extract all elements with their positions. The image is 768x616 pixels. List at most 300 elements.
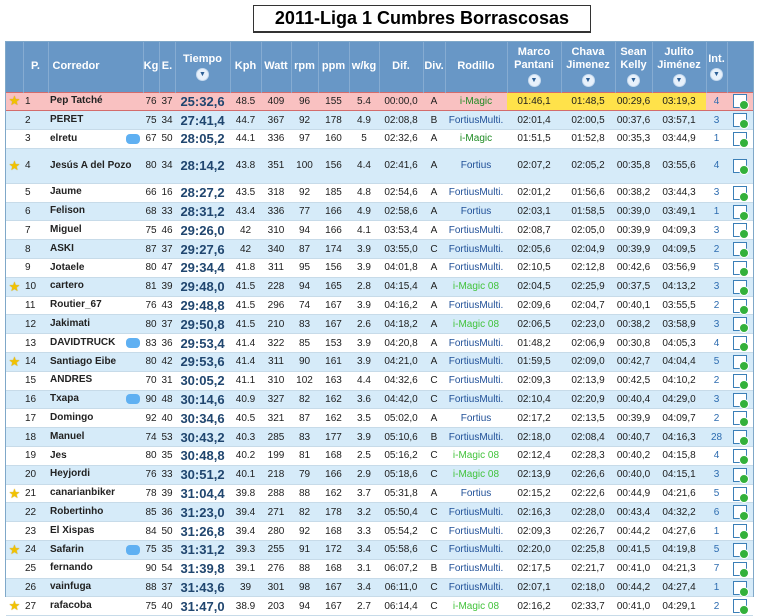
col-roller[interactable]: Rodillo	[445, 42, 507, 92]
interval-cell: 5	[706, 484, 727, 503]
rpm-cell: 82	[291, 390, 318, 409]
action-cell[interactable]	[727, 92, 753, 111]
interval-cell: 2	[706, 597, 727, 616]
watt-cell: 301	[261, 578, 291, 597]
rider-cell[interactable]	[48, 503, 143, 522]
time-cell: 28:14,2	[175, 148, 230, 183]
rider-cell[interactable]	[48, 259, 143, 278]
sort-arrow-icon[interactable]: ▼	[528, 74, 541, 87]
col-action	[727, 42, 753, 92]
segment-cell-julito: 03:58,9	[652, 315, 706, 334]
div-cell: A	[423, 409, 445, 428]
col-kg[interactable]: Kg	[143, 42, 159, 92]
table-row[interactable]	[6, 92, 753, 111]
add-activity-icon[interactable]	[733, 317, 747, 331]
div-cell: C	[423, 522, 445, 541]
table-row[interactable]	[6, 296, 753, 315]
col-seg3-label: Sean Kelly	[620, 46, 647, 72]
add-activity-icon[interactable]	[733, 261, 747, 275]
table-row[interactable]	[6, 390, 753, 409]
position-cell: 2	[23, 111, 48, 130]
wkg-cell: 2.9	[349, 465, 379, 484]
segment-cell-kelly: 00:40,2	[615, 447, 652, 466]
rider-name[interactable]: Txapa	[50, 393, 79, 405]
add-activity-icon[interactable]	[733, 599, 747, 613]
ppm-cell: 167	[318, 296, 349, 315]
segment-cell-julito: 03:19,3	[652, 92, 706, 111]
rider-name[interactable]: Safarin	[50, 543, 84, 555]
segment-cell-julito: 03:49,1	[652, 202, 706, 221]
action-cell[interactable]	[727, 315, 753, 334]
age-cell: 39	[159, 277, 175, 296]
interval-cell: 2	[706, 409, 727, 428]
add-activity-icon[interactable]	[733, 505, 747, 519]
dif-cell: 03:55,0	[379, 240, 423, 259]
add-activity-icon[interactable]	[733, 159, 747, 173]
rider-name[interactable]: Santiago Eibe	[50, 355, 117, 367]
add-activity-icon[interactable]	[733, 411, 747, 425]
segment-cell-julito: 04:05,3	[652, 334, 706, 353]
rider-name[interactable]: Jakimati	[50, 318, 91, 330]
roller-cell: i-Magic 08	[445, 465, 507, 484]
segment-cell-jimenez: 02:05,2	[561, 148, 615, 183]
rider-cell[interactable]	[48, 522, 143, 541]
table-row[interactable]	[6, 202, 753, 221]
time-cell: 29:34,4	[175, 259, 230, 278]
add-activity-icon[interactable]	[733, 336, 747, 350]
col-seg1[interactable]	[507, 42, 561, 92]
col-seg4-label: Julito Jiménez	[657, 46, 701, 72]
age-cell: 46	[159, 221, 175, 240]
rider-cell[interactable]	[48, 353, 143, 372]
watt-cell: 311	[261, 353, 291, 372]
wkg-cell: 2.6	[349, 315, 379, 334]
roller-cell: FortiusMulti.	[445, 522, 507, 541]
table-row[interactable]	[6, 541, 753, 560]
rider-name[interactable]: Routier_67	[50, 299, 102, 311]
ppm-cell: 178	[318, 111, 349, 130]
add-activity-icon[interactable]	[733, 468, 747, 482]
segment-cell-pantani: 02:18,0	[507, 428, 561, 447]
sort-arrow-icon[interactable]: ▼	[196, 68, 209, 81]
add-activity-icon[interactable]	[733, 355, 747, 369]
time-cell: 31:43,6	[175, 578, 230, 597]
ppm-cell: 163	[318, 371, 349, 390]
rider-cell[interactable]	[48, 315, 143, 334]
segment-cell-julito: 04:16,3	[652, 428, 706, 447]
div-cell: C	[423, 541, 445, 560]
roller-cell: FortiusMulti.	[445, 559, 507, 578]
ppm-cell: 167	[318, 597, 349, 616]
sort-arrow-icon[interactable]: ▼	[673, 74, 686, 87]
kg-cell: 70	[143, 371, 159, 390]
table-row[interactable]	[6, 183, 753, 202]
dif-cell: 02:54,6	[379, 183, 423, 202]
segment-cell-jimenez: 02:25,9	[561, 277, 615, 296]
rider-cell[interactable]	[48, 390, 143, 409]
action-cell[interactable]	[727, 111, 753, 130]
chat-bubble-icon[interactable]	[126, 545, 140, 555]
rider-name[interactable]: ASKI	[50, 242, 74, 254]
wkg-cell: 4.1	[349, 221, 379, 240]
col-dif[interactable]: Dif.	[379, 42, 423, 92]
age-cell: 39	[159, 484, 175, 503]
ppm-cell: 156	[318, 148, 349, 183]
col-kph[interactable]: Kph	[230, 42, 261, 92]
action-cell[interactable]	[727, 334, 753, 353]
ppm-cell: 166	[318, 465, 349, 484]
header-row	[6, 42, 753, 92]
interval-cell: 4	[706, 92, 727, 111]
action-cell[interactable]	[727, 428, 753, 447]
interval-cell: 3	[706, 390, 727, 409]
position-cell: 23	[23, 522, 48, 541]
segment-cell-julito: 04:21,3	[652, 559, 706, 578]
rider-cell[interactable]	[48, 447, 143, 466]
action-cell[interactable]	[727, 409, 753, 428]
wkg-cell: 3.2	[349, 503, 379, 522]
action-cell[interactable]	[727, 541, 753, 560]
dif-cell: 02:32,6	[379, 130, 423, 149]
ppm-cell: 166	[318, 221, 349, 240]
col-watt[interactable]: Watt	[261, 42, 291, 92]
wkg-cell: 4.9	[349, 111, 379, 130]
table-row[interactable]	[6, 334, 753, 353]
add-activity-icon[interactable]	[733, 430, 747, 444]
col-ppm[interactable]: ppm	[318, 42, 349, 92]
action-cell[interactable]	[727, 277, 753, 296]
results-table	[6, 42, 753, 616]
table-row[interactable]	[6, 428, 753, 447]
col-seg3[interactable]	[615, 42, 652, 92]
action-cell[interactable]	[727, 522, 753, 541]
kph-cell: 41.5	[230, 296, 261, 315]
rider-name[interactable]: vainfuga	[50, 581, 92, 593]
kg-cell: 80	[143, 148, 159, 183]
rider-cell[interactable]	[48, 240, 143, 259]
star-cell	[6, 259, 23, 278]
kg-cell: 75	[143, 597, 159, 616]
rider-cell[interactable]	[48, 221, 143, 240]
age-cell: 35	[159, 447, 175, 466]
kg-cell: 87	[143, 240, 159, 259]
kg-cell: 66	[143, 183, 159, 202]
add-activity-icon[interactable]	[733, 223, 747, 237]
interval-cell: 3	[706, 277, 727, 296]
time-cell: 31:31,2	[175, 541, 230, 560]
segment-cell-julito: 04:15,1	[652, 465, 706, 484]
add-activity-icon[interactable]	[733, 186, 747, 200]
watt-cell: 336	[261, 202, 291, 221]
rider-cell[interactable]	[48, 183, 143, 202]
kg-cell: 80	[143, 259, 159, 278]
rider-name[interactable]: elretu	[50, 132, 78, 144]
roller-cell: Fortius	[445, 202, 507, 221]
rider-cell[interactable]	[48, 559, 143, 578]
position-cell: 25	[23, 559, 48, 578]
table-row[interactable]	[6, 240, 753, 259]
table-row[interactable]	[6, 221, 753, 240]
dif-cell: 05:16,2	[379, 447, 423, 466]
age-cell: 37	[159, 240, 175, 259]
dif-cell: 06:14,4	[379, 597, 423, 616]
rider-cell[interactable]	[48, 296, 143, 315]
roller-cell: FortiusMulti.	[445, 221, 507, 240]
rider-cell[interactable]	[48, 148, 143, 183]
ppm-cell: 168	[318, 447, 349, 466]
action-cell[interactable]	[727, 130, 753, 149]
rider-cell[interactable]	[48, 428, 143, 447]
add-activity-icon[interactable]	[733, 132, 747, 146]
col-div[interactable]: Div.	[423, 42, 445, 92]
table-row[interactable]	[6, 148, 753, 183]
rider-name[interactable]: PERET	[50, 113, 84, 125]
action-cell[interactable]	[727, 221, 753, 240]
segment-cell-jimenez: 02:33,7	[561, 597, 615, 616]
add-activity-icon[interactable]	[733, 524, 747, 538]
rider-cell[interactable]	[48, 130, 143, 149]
star-cell	[6, 465, 23, 484]
time-cell: 30:05,2	[175, 371, 230, 390]
col-seg4[interactable]	[652, 42, 706, 92]
action-cell[interactable]	[727, 484, 753, 503]
position-cell: 7	[23, 221, 48, 240]
rpm-cell: 92	[291, 522, 318, 541]
rider-name[interactable]: canarianbiker	[50, 487, 116, 499]
table-row[interactable]	[6, 503, 753, 522]
action-cell[interactable]	[727, 296, 753, 315]
roller-cell: i-Magic 08	[445, 597, 507, 616]
segment-cell-kelly: 00:39,0	[615, 202, 652, 221]
table-row[interactable]	[6, 559, 753, 578]
rider-name[interactable]: DAVIDTRUCK	[50, 336, 116, 348]
kg-cell: 75	[143, 541, 159, 560]
action-cell[interactable]	[727, 259, 753, 278]
rpm-cell: 79	[291, 465, 318, 484]
chat-bubble-icon[interactable]	[126, 338, 140, 348]
action-cell[interactable]	[727, 202, 753, 221]
add-activity-icon[interactable]	[733, 113, 747, 127]
rider-cell[interactable]	[48, 465, 143, 484]
add-activity-icon[interactable]	[733, 280, 747, 294]
col-rider[interactable]: Corredor	[48, 42, 143, 92]
rider-cell[interactable]	[48, 409, 143, 428]
ppm-cell: 167	[318, 578, 349, 597]
rider-name[interactable]: Heyjordi	[50, 468, 91, 480]
table-row[interactable]	[6, 111, 753, 130]
add-activity-icon[interactable]	[733, 581, 747, 595]
kph-cell: 39.1	[230, 559, 261, 578]
add-activity-icon[interactable]	[733, 94, 747, 108]
add-activity-icon[interactable]	[733, 299, 747, 313]
segment-cell-kelly: 00:40,1	[615, 296, 652, 315]
table-row[interactable]	[6, 353, 753, 372]
chat-bubble-icon[interactable]	[126, 394, 140, 404]
time-cell: 29:48,8	[175, 296, 230, 315]
table-row[interactable]	[6, 371, 753, 390]
table-row[interactable]	[6, 447, 753, 466]
kph-cell: 39.4	[230, 522, 261, 541]
action-cell[interactable]	[727, 240, 753, 259]
segment-cell-kelly: 00:40,0	[615, 465, 652, 484]
col-int[interactable]	[706, 42, 727, 92]
kg-cell: 76	[143, 465, 159, 484]
table-row[interactable]	[6, 522, 753, 541]
add-activity-icon[interactable]	[733, 205, 747, 219]
interval-cell: 6	[706, 503, 727, 522]
action-cell[interactable]	[727, 371, 753, 390]
sort-arrow-icon[interactable]: ▼	[710, 68, 723, 81]
kg-cell: 80	[143, 315, 159, 334]
col-rpm[interactable]: rpm	[291, 42, 318, 92]
kph-cell: 40.5	[230, 409, 261, 428]
segment-cell-julito: 04:27,4	[652, 578, 706, 597]
rider-name[interactable]: fernando	[50, 562, 93, 574]
rider-cell[interactable]	[48, 277, 143, 296]
dif-cell: 05:02,0	[379, 409, 423, 428]
table-row[interactable]	[6, 409, 753, 428]
watt-cell: 296	[261, 296, 291, 315]
segment-cell-jimenez: 02:04,7	[561, 296, 615, 315]
add-activity-icon[interactable]	[733, 393, 747, 407]
kph-cell: 40.9	[230, 390, 261, 409]
action-cell[interactable]	[727, 503, 753, 522]
rider-cell[interactable]	[48, 484, 143, 503]
rider-cell[interactable]	[48, 578, 143, 597]
rider-name[interactable]: rafacoba	[50, 600, 92, 611]
segment-cell-pantani: 02:17,5	[507, 559, 561, 578]
rider-name[interactable]: Manuel	[50, 430, 85, 442]
dif-cell: 04:21,0	[379, 353, 423, 372]
action-cell[interactable]	[727, 559, 753, 578]
rider-cell[interactable]	[48, 334, 143, 353]
segment-cell-pantani: 02:16,2	[507, 597, 561, 616]
roller-cell: i-Magic 08	[445, 447, 507, 466]
action-cell[interactable]	[727, 183, 753, 202]
table-row[interactable]	[6, 277, 753, 296]
rider-name[interactable]: Domingo	[50, 412, 94, 424]
table-row[interactable]	[6, 484, 753, 503]
interval-cell: 2	[706, 371, 727, 390]
position-cell: 3	[23, 130, 48, 149]
rider-cell[interactable]	[48, 111, 143, 130]
rpm-cell: 96	[291, 92, 318, 111]
watt-cell: 210	[261, 315, 291, 334]
rider-name[interactable]: Jaume	[50, 186, 82, 198]
segment-cell-pantani: 02:01,2	[507, 183, 561, 202]
dif-cell: 05:10,6	[379, 428, 423, 447]
action-cell[interactable]	[727, 390, 753, 409]
time-cell: 30:14,6	[175, 390, 230, 409]
rider-cell[interactable]	[48, 371, 143, 390]
position-cell: 27	[23, 597, 48, 616]
rider-name[interactable]: Jes	[50, 449, 67, 461]
watt-cell: 276	[261, 559, 291, 578]
add-activity-icon[interactable]	[733, 487, 747, 501]
sort-arrow-icon[interactable]: ▼	[627, 74, 640, 87]
segment-cell-kelly: 00:44,2	[615, 522, 652, 541]
add-activity-icon[interactable]	[733, 374, 747, 388]
segment-cell-pantani: 01:46,1	[507, 92, 561, 111]
star-cell	[6, 92, 23, 111]
table-row[interactable]	[6, 130, 753, 149]
rider-name[interactable]: cartero	[50, 280, 84, 292]
col-time[interactable]	[175, 42, 230, 92]
table-row[interactable]	[6, 597, 753, 616]
table-row[interactable]	[6, 259, 753, 278]
action-cell[interactable]	[727, 578, 753, 597]
interval-cell: 5	[706, 259, 727, 278]
age-cell: 36	[159, 503, 175, 522]
rider-cell[interactable]	[48, 92, 143, 111]
ppm-cell: 174	[318, 240, 349, 259]
kg-cell: 74	[143, 428, 159, 447]
star-cell	[6, 390, 23, 409]
chat-bubble-icon[interactable]	[126, 134, 140, 144]
time-cell: 28:27,2	[175, 183, 230, 202]
action-cell[interactable]	[727, 447, 753, 466]
star-cell	[6, 277, 23, 296]
add-activity-icon[interactable]	[733, 543, 747, 557]
col-seg1-label: Marco Pantani	[514, 46, 554, 72]
action-cell[interactable]	[727, 597, 753, 616]
rider-name[interactable]: Robertinho	[50, 506, 104, 518]
col-age[interactable]: E.	[159, 42, 175, 92]
col-star	[6, 42, 23, 92]
sort-arrow-icon[interactable]: ▼	[582, 74, 595, 87]
rider-name[interactable]: Felison	[50, 205, 86, 217]
action-cell[interactable]	[727, 353, 753, 372]
col-seg2[interactable]	[561, 42, 615, 92]
watt-cell: 336	[261, 130, 291, 149]
action-cell[interactable]	[727, 465, 753, 484]
dif-cell: 04:32,6	[379, 371, 423, 390]
rpm-cell: 87	[291, 240, 318, 259]
wkg-cell: 2.7	[349, 597, 379, 616]
div-cell: A	[423, 277, 445, 296]
table-row[interactable]	[6, 465, 753, 484]
star-icon: ★	[8, 598, 21, 614]
segment-cell-jimenez: 01:58,5	[561, 202, 615, 221]
table-row[interactable]	[6, 578, 753, 597]
star-cell	[6, 371, 23, 390]
rider-cell[interactable]	[48, 597, 143, 616]
segment-cell-kelly: 00:41,5	[615, 541, 652, 560]
col-wkg[interactable]: w/kg	[349, 42, 379, 92]
add-activity-icon[interactable]	[733, 449, 747, 463]
age-cell: 16	[159, 183, 175, 202]
rider-cell[interactable]	[48, 202, 143, 221]
rider-name[interactable]: El Xispas	[50, 524, 95, 536]
rider-name[interactable]: Jesús A del Pozo	[50, 159, 132, 171]
age-cell: 47	[159, 259, 175, 278]
add-activity-icon[interactable]	[733, 242, 747, 256]
rider-name[interactable]: Miguel	[50, 224, 82, 236]
add-activity-icon[interactable]	[733, 562, 747, 576]
rpm-cell: 90	[291, 353, 318, 372]
roller-cell: Fortius	[445, 484, 507, 503]
table-row[interactable]	[6, 315, 753, 334]
rider-cell[interactable]	[48, 541, 143, 560]
action-cell[interactable]	[727, 148, 753, 183]
rider-name[interactable]: ANDRES	[50, 374, 93, 386]
rider-name[interactable]: Jotaele	[50, 261, 85, 273]
kg-cell: 67	[143, 130, 159, 149]
col-pos[interactable]: P.	[23, 42, 48, 92]
dif-cell: 05:54,2	[379, 522, 423, 541]
star-cell	[6, 296, 23, 315]
rider-name[interactable]: Pep Tatché	[50, 95, 103, 107]
